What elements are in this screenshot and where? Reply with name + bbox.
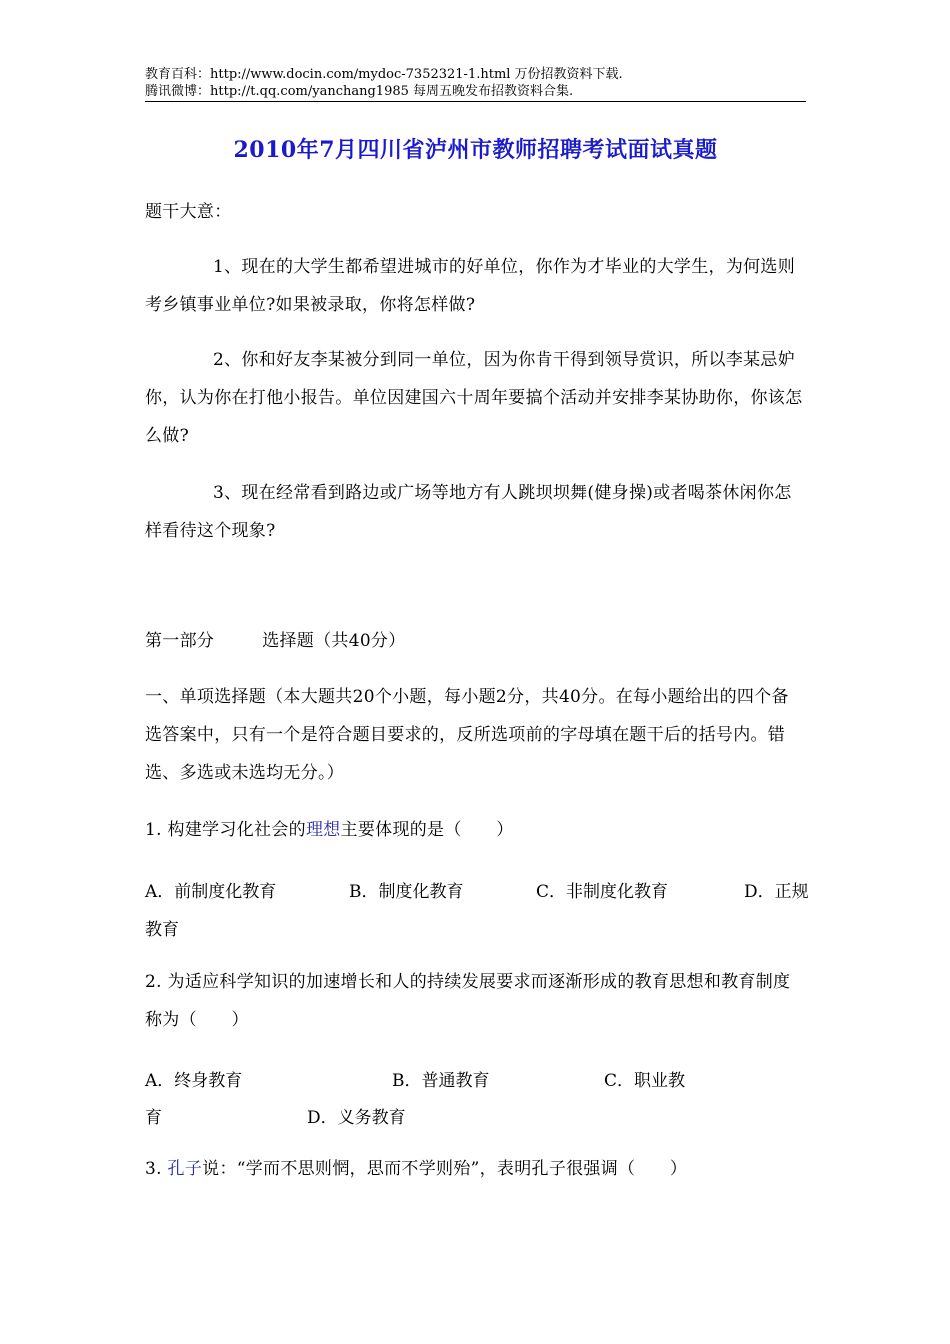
question-3-pre: 3. <box>145 1159 168 1179</box>
q1-option-c: C．非制度化教育 <box>536 882 669 902</box>
question-3-link[interactable]: 孔子 <box>167 1159 203 1179</box>
part1-heading <box>145 622 806 660</box>
q1-option-d: D．正规 <box>744 882 809 902</box>
part1-label: 第一部分 <box>145 631 215 651</box>
q2-option-b: B．普通教育 <box>392 1071 490 1091</box>
q2-option-d: D．义务教育 <box>307 1108 406 1128</box>
question-1-pre: 1. 构建学习化社会的 <box>145 820 306 840</box>
question-1-post: 主要体现的是（ ） <box>340 820 514 840</box>
q1-option-a: A．前制度化教育 <box>145 882 277 902</box>
question-1-link[interactable]: 理想 <box>305 820 341 840</box>
page-header <box>145 66 805 100</box>
header-line-2: 腾讯微博：http://t.qq.com/yanchang1985 每周五晚发布招教资料合集. <box>145 84 574 99</box>
question-3 <box>145 1150 806 1188</box>
q1-option-b: B．制度化教育 <box>349 882 464 902</box>
q1-option-d-wrap: 教育 <box>145 920 179 940</box>
header-line-1: 教育百科：http://www.docin.com/mydoc-7352321-1.html 万份招教资料下载. <box>145 67 623 82</box>
question-2: 2. 为适应科学知识的加速增长和人的持续发展要求而逐渐形成的教育思想和教育制度称为（ ） <box>145 972 791 1030</box>
question-3-post: 说：“学而不思则惘，思而不学则殆”，表明孔子很强调（ ） <box>202 1159 688 1179</box>
interview-question-3: 3、现在经常看到路边或广场等地方有人跳坝坝舞(健身操)或者喝茶休闲你怎样看待这个现象? <box>145 483 792 541</box>
q2-option-a: A．终身教育 <box>145 1071 243 1091</box>
interview-question-2: 2、你和好友李某被分到同一单位，因为你肯干得到领导赏识，所以李某忌妒你，认为你在打他小报告。单位因建国六十周年要搞个活动并安排李某协助你，你该怎么做? <box>145 350 803 446</box>
part1-title: 选择题（共40分） <box>262 631 406 651</box>
interview-heading: 题干大意： <box>145 202 232 222</box>
interview-question-1: 1、现在的大学生都希望进城市的好单位，你作为才毕业的大学生，为何选则考乡镇事业单位?如果被录取，你将怎样做? <box>145 257 796 315</box>
part1-instructions: 一、单项选择题（本大题共20个小题，每小题2分，共40分。在每小题给出的四个备选答案中，只有一个是符合题目要求的，反所选项前的字母填在题干后的括号内。错选、多选或未选均无分。） <box>145 687 789 783</box>
question-1 <box>145 811 806 849</box>
q2-option-c: C．职业教 <box>604 1071 686 1091</box>
document-title: 2010年7月四川省泸州市教师招聘考试面试真题 <box>233 137 718 163</box>
header-divider <box>145 101 806 102</box>
q2-option-c-wrap: 育 <box>145 1108 162 1128</box>
